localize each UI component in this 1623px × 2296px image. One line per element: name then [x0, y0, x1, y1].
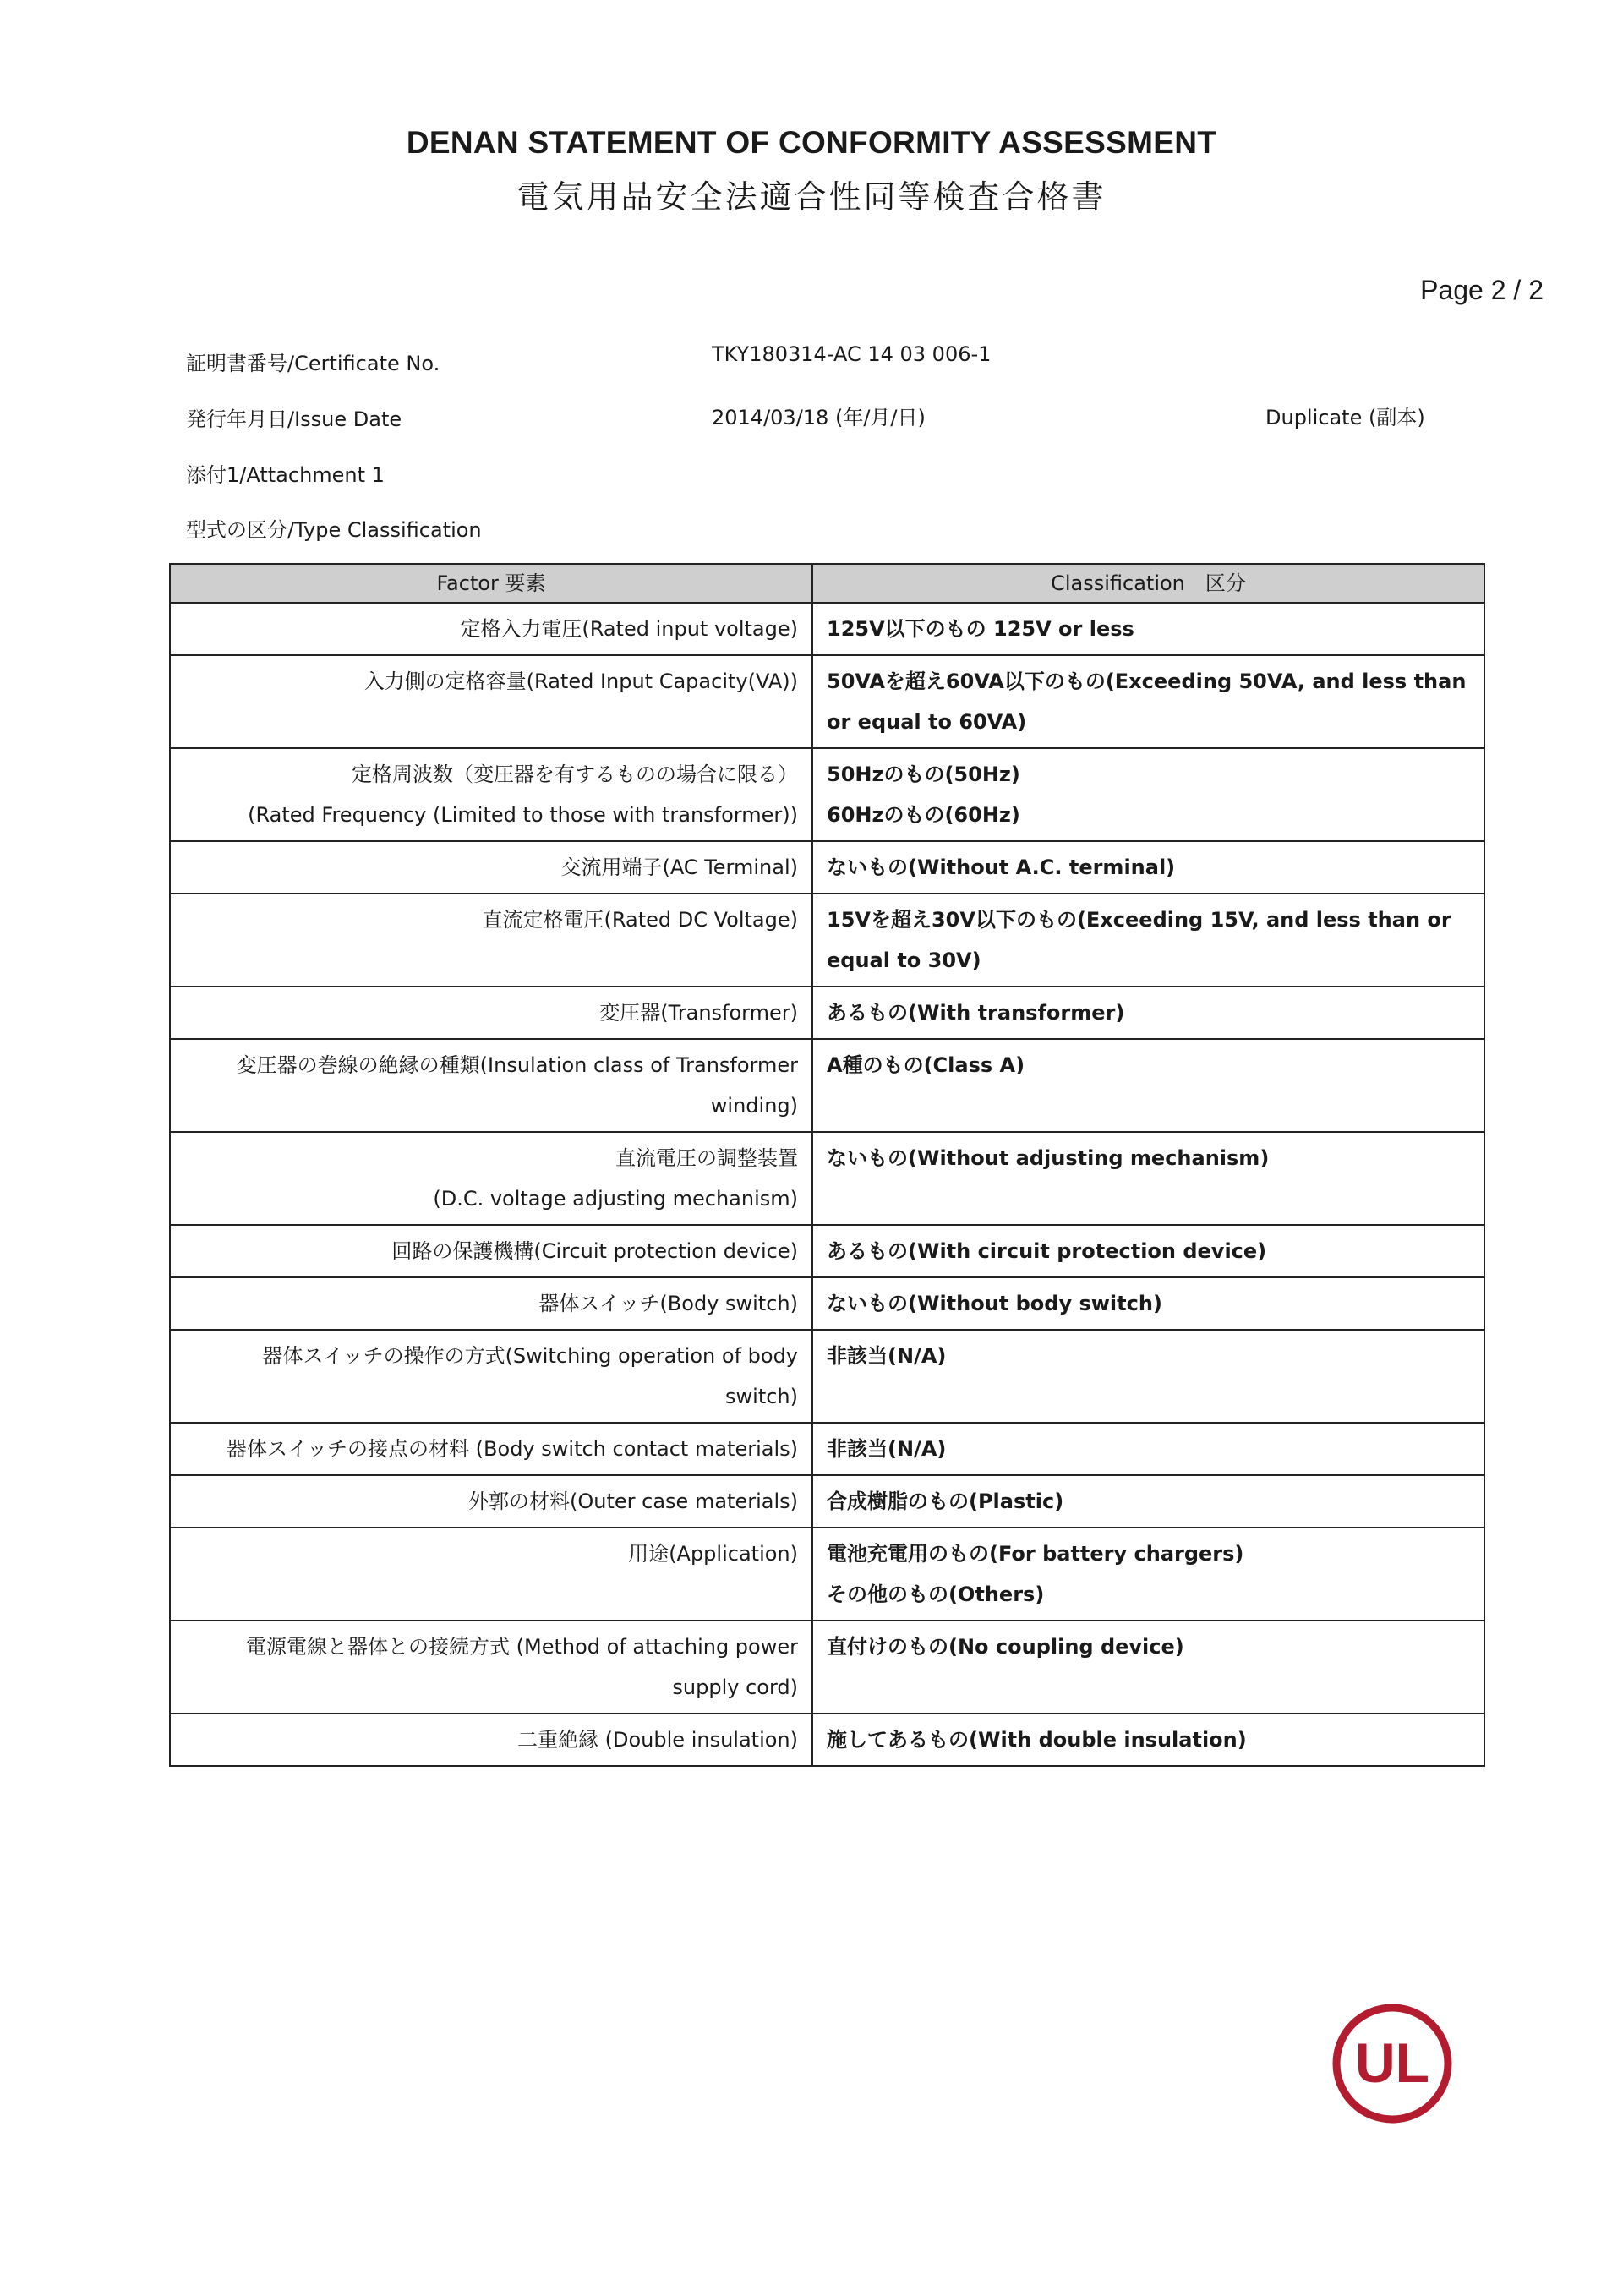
- factor-cell: 直流定格電圧(Rated DC Voltage): [170, 894, 812, 987]
- table-row: [170, 1039, 1484, 1132]
- factor-cell: [170, 748, 812, 841]
- table-row: [170, 603, 1484, 655]
- factor-cell: 回路の保護機構(Circuit protection device): [170, 1225, 812, 1277]
- table-row: [170, 655, 1484, 748]
- factor-cell: 二重絶縁 (Double insulation): [170, 1714, 812, 1766]
- factor-line: 定格周波数（変圧器を有するものの場合に限る）: [352, 763, 798, 786]
- classification-cell: ないもの(Without body switch): [812, 1277, 1484, 1330]
- issue-date-label: 発行年月日/Issue Date: [186, 407, 402, 431]
- classification-cell: 非該当(N/A): [812, 1423, 1484, 1475]
- document-title-en: DENAN STATEMENT OF CONFORMITY ASSESSMENT: [406, 125, 1217, 160]
- table-row: [170, 748, 1484, 841]
- table-row: [170, 1423, 1484, 1475]
- ul-mark-icon: [1330, 2001, 1455, 2126]
- classification-cell: ないもの(Without A.C. terminal): [812, 841, 1484, 894]
- factor-cell: 外郭の材料(Outer case materials): [170, 1475, 812, 1528]
- classification-header: Classification 区分: [812, 564, 1484, 603]
- factor-cell: 電源電線と器体との接続方式 (Method of attaching power supply cord): [170, 1621, 812, 1714]
- issue-date-value: 2014/03/18 (年/月/日): [712, 406, 926, 429]
- classification-line: 50Hzのもの(50Hz): [827, 763, 1020, 786]
- table-row: [170, 987, 1484, 1039]
- duplicate-label: Duplicate (副本): [1265, 406, 1425, 429]
- table-row: [170, 1475, 1484, 1528]
- table-row: [170, 1132, 1484, 1225]
- classification-cell: 50VAを超え60VA以下のもの(Exceeding 50VA, and less than or equal to 60VA): [812, 655, 1484, 748]
- page-number: Page 2 / 2: [1420, 275, 1544, 305]
- table-row: [170, 1277, 1484, 1330]
- table-row: [170, 841, 1484, 894]
- classification-table: [169, 563, 1485, 1767]
- classification-cell: [812, 1528, 1484, 1621]
- classification-cell: 125V以下のもの 125V or less: [812, 603, 1484, 655]
- factor-cell: [170, 1132, 812, 1225]
- ul-logo-text: UL: [1355, 2031, 1429, 2094]
- factor-cell: 用途(Application): [170, 1528, 812, 1621]
- factor-cell: 変圧器の巻線の絶縁の種類(Insulation class of Transformer winding): [170, 1039, 812, 1132]
- type-classification-label: 型式の区分/Type Classification: [186, 518, 482, 542]
- factor-cell: 入力側の定格容量(Rated Input Capacity(VA)): [170, 655, 812, 748]
- attachment-label: 添付1/Attachment 1: [186, 463, 385, 487]
- table-header-row: [170, 564, 1484, 603]
- table-row: [170, 894, 1484, 987]
- classification-cell: 直付けのもの(No coupling device): [812, 1621, 1484, 1714]
- ul-logo: [1330, 2001, 1455, 2126]
- classification-cell: 非該当(N/A): [812, 1330, 1484, 1423]
- table-row: [170, 1225, 1484, 1277]
- table-row: [170, 1330, 1484, 1423]
- factor-line: 直流電圧の調整装置: [615, 1146, 798, 1170]
- certificate-no-label: 証明書番号/Certificate No.: [186, 352, 440, 375]
- classification-cell: ないもの(Without adjusting mechanism): [812, 1132, 1484, 1225]
- factor-cell: 定格入力電圧(Rated input voltage): [170, 603, 812, 655]
- factor-cell: 交流用端子(AC Terminal): [170, 841, 812, 894]
- factor-cell: 器体スイッチの操作の方式(Switching operation of body switch): [170, 1330, 812, 1423]
- classification-line: 電池充電用のもの(For battery chargers): [827, 1542, 1244, 1566]
- classification-cell: A種のもの(Class A): [812, 1039, 1484, 1132]
- classification-cell: 施してあるもの(With double insulation): [812, 1714, 1484, 1766]
- factor-cell: 変圧器(Transformer): [170, 987, 812, 1039]
- factor-header: Factor 要素: [170, 564, 812, 603]
- factor-cell: 器体スイッチの接点の材料 (Body switch contact materials): [170, 1423, 812, 1475]
- classification-cell: [812, 748, 1484, 841]
- factor-cell: 器体スイッチ(Body switch): [170, 1277, 812, 1330]
- factor-line: (Rated Frequency (Limited to those with transformer)): [248, 803, 798, 827]
- classification-cell: 合成樹脂のもの(Plastic): [812, 1475, 1484, 1528]
- factor-line: (D.C. voltage adjusting mechanism): [433, 1187, 798, 1211]
- classification-cell: 15Vを超え30V以下のもの(Exceeding 15V, and less than or equal to 30V): [812, 894, 1484, 987]
- classification-line: その他のもの(Others): [827, 1583, 1045, 1606]
- document-title-ja: 電気用品安全法適合性同等検査合格書: [516, 178, 1107, 216]
- table-row: [170, 1621, 1484, 1714]
- classification-line: 60Hzのもの(60Hz): [827, 803, 1020, 827]
- certificate-no-value: TKY180314-AC 14 03 006-1: [712, 342, 992, 366]
- table-row: [170, 1528, 1484, 1621]
- classification-cell: あるもの(With transformer): [812, 987, 1484, 1039]
- classification-cell: あるもの(With circuit protection device): [812, 1225, 1484, 1277]
- table-row: [170, 1714, 1484, 1766]
